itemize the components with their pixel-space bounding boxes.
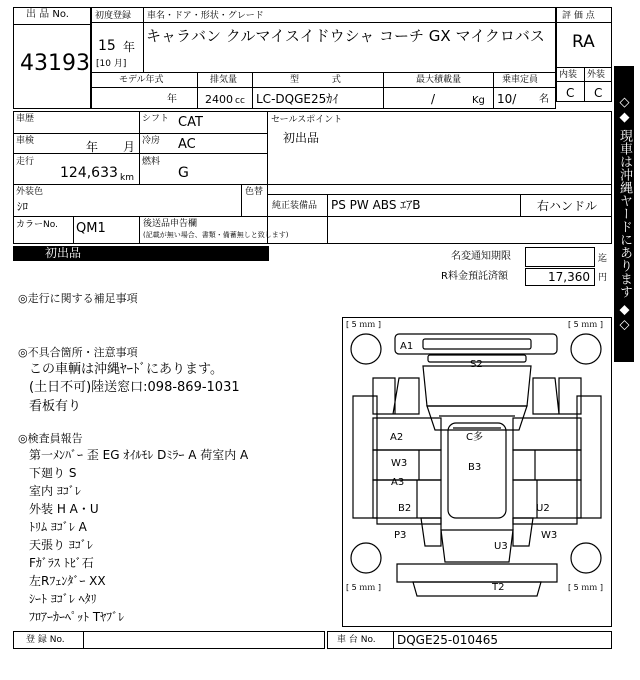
sales-point-label: セールスポイント (271, 115, 343, 125)
windshield (427, 406, 527, 430)
color-change-label: 色替 (245, 187, 264, 197)
mark-left-door-front: A2 (390, 432, 404, 443)
recycle-fee-label: R料金預託済額 (441, 271, 508, 282)
car-name-label: 車名・ドア・形状・グレード (147, 11, 264, 21)
inspection-label: 車検 (16, 136, 35, 146)
tire-rear-right: [ 5 ｍｍ ] (568, 583, 603, 592)
sales-point: 初出品 (283, 131, 320, 145)
equipment-label: 純正装備品 (272, 201, 318, 211)
inspector-line-1: 第一ﾒﾝﾊﾞｰ 歪 EG ｵｲﾙﾓﾚ Dﾐﾗｰ A 荷室内 A (29, 448, 249, 462)
defect-line-3: 看板有り (29, 399, 82, 414)
year-unit: 年 (123, 40, 136, 54)
exterior-grade: C (594, 86, 603, 100)
registration-month: [10 月] (96, 59, 127, 69)
rear-bumper (397, 564, 557, 582)
side-banner-text: ◇◆ 現車は沖縄ヤードにあります ◆◇ (617, 95, 632, 333)
first-listing-text: 初出品 (45, 246, 82, 260)
driving-notes-label: ◎走行に関する補足事項 (18, 292, 138, 305)
name-change-deadline-box (525, 247, 595, 267)
equipment: PS PW ABS ｴｱB (331, 198, 421, 212)
aircon: AC (178, 137, 196, 152)
defect-line-2: (土日不可)陸送窓口:098-869-1031 (29, 380, 240, 395)
interior-grade-label: 内装 (559, 70, 578, 80)
wheel-rear-left (351, 543, 381, 573)
exterior-grade-label: 外装 (587, 70, 606, 80)
interior-grade: C (566, 86, 575, 100)
mileage: 124,633 (60, 165, 118, 181)
displacement-label: 排気量 (210, 75, 238, 85)
defects-label: ◎不具合箇所・注意事項 (18, 346, 138, 359)
tire-front-left: [ 5 ｍｍ ] (346, 320, 381, 329)
color-number-label: カラーNo. (16, 220, 58, 230)
shift-label: シフト (142, 114, 170, 124)
first-registration-label: 初度登録 (95, 11, 132, 21)
model-year-unit: 年 (167, 94, 177, 105)
inspector-line-6: 天張り ﾖｺﾞﾚ (29, 538, 93, 552)
displacement: 2400 (205, 93, 233, 106)
fuel-label: 燃料 (142, 157, 161, 167)
displacement-unit: cc (235, 96, 245, 106)
mileage-label: 走行 (16, 157, 35, 167)
tire-front-right: [ 5 ｍｍ ] (568, 320, 603, 329)
mark-back-door: U3 (494, 541, 508, 552)
body-color: ｼﾛ (17, 200, 28, 213)
wheel-front-left (351, 334, 381, 364)
inspector-line-2: 下廻り S (29, 466, 77, 480)
registration-number-label: 登 録 No. (26, 635, 65, 645)
mark-front-bumper: A1 (400, 341, 414, 352)
lot-number: 43193 (20, 51, 90, 76)
mark-left-rear-quarter: P3 (394, 530, 407, 541)
chassis-number: DQGE25-010465 (397, 633, 498, 647)
max-load-unit: Kg (472, 95, 485, 106)
inspector-line-9: ｼｰﾄ ﾖｺﾞﾚ ﾍﾀﾘ (29, 592, 97, 606)
max-load-slash: / (431, 92, 436, 106)
name-change-deadline-label: 名変通知期限 (451, 251, 511, 262)
history-label: 車歴 (16, 114, 35, 124)
lot-number-label: 出 品 No. (26, 9, 69, 20)
grade-label: 評 価 点 (562, 11, 595, 21)
steering: 右ハンドル (537, 199, 598, 213)
inspector-report-label: ◎検査員報告 (18, 432, 83, 445)
registration-year: 15 (98, 38, 116, 54)
inspector-line-7: Fｶﾞﾗｽ ﾄﾋﾞ石 (29, 556, 94, 570)
shift: CAT (178, 115, 203, 130)
aircon-label: 冷房 (142, 136, 161, 146)
inspection-year-unit: 年 (86, 140, 99, 154)
mark-hood: S2 (470, 359, 483, 370)
mark-right-fender-rear: U2 (536, 503, 550, 514)
tire-rear-left: [ 5 ｍｍ ] (346, 583, 381, 592)
mark-rear-bumper: T2 (492, 582, 505, 593)
deferred-items-note: (記載が無い場合、書類・備蓄無しと致します) (143, 231, 289, 239)
right-side (533, 378, 581, 414)
overall-grade: RA (572, 32, 595, 52)
model-year-label: モデル年式 (119, 75, 164, 85)
front-bumper (395, 334, 557, 354)
defect-line-1: この車輌は沖縄ﾔｰﾄﾞにあります。 (29, 362, 223, 377)
hood (423, 366, 531, 406)
mark-left-fender-rear: B2 (398, 503, 412, 514)
mark-left-door-mid: W3 (391, 458, 408, 469)
type-label: 型 式 (290, 75, 341, 85)
mileage-unit: km (120, 173, 134, 183)
capacity: 10/ (497, 92, 517, 106)
mark-roof-rear: B3 (468, 462, 482, 473)
capacity-label: 乗車定員 (502, 75, 539, 85)
color-number: QM1 (76, 221, 106, 236)
mark-left-rear-panel: A3 (391, 477, 405, 488)
chassis-number-label: 車 台 No. (337, 635, 376, 645)
fuel: G (178, 165, 189, 181)
body-color-label: 外装色 (16, 187, 44, 197)
capacity-unit: 名 (539, 94, 549, 105)
wheel-rear-right (571, 543, 601, 573)
recycle-fee-unit: 円 (598, 273, 608, 283)
mark-right-rear-quarter: W3 (541, 530, 558, 541)
deferred-items-label: 後送品申告欄 (143, 219, 198, 229)
inspector-line-5: ﾄﾘﾑ ﾖｺﾞﾚ A (29, 520, 87, 534)
car-name: キャラバン クルマイスイドウシャ コーチ GX マイクロバス (146, 27, 545, 45)
max-load-label: 最大積載量 (416, 75, 462, 85)
inspector-line-3: 室内 ﾖｺﾞﾚ (29, 484, 81, 498)
wheel-front-right (571, 334, 601, 364)
recycle-fee-amount: 17,360 (548, 270, 590, 284)
left-side (373, 378, 419, 414)
inspector-line-8: 左Rﾌｪﾝﾀﾞｰ XX (29, 574, 106, 588)
mark-roof: C多 (466, 432, 483, 443)
inspection-month-unit: 月 (123, 140, 136, 154)
model-type: LC-DQGE25ｶｲ (256, 92, 339, 106)
inspector-line-10: ﾌﾛｱｰｶｰﾍﾟｯﾄ Tﾔﾌﾞﾚ (29, 610, 125, 624)
name-change-deadline-unit: 迄 (598, 254, 608, 264)
inspector-line-4: 外装 H A・U (29, 502, 99, 516)
